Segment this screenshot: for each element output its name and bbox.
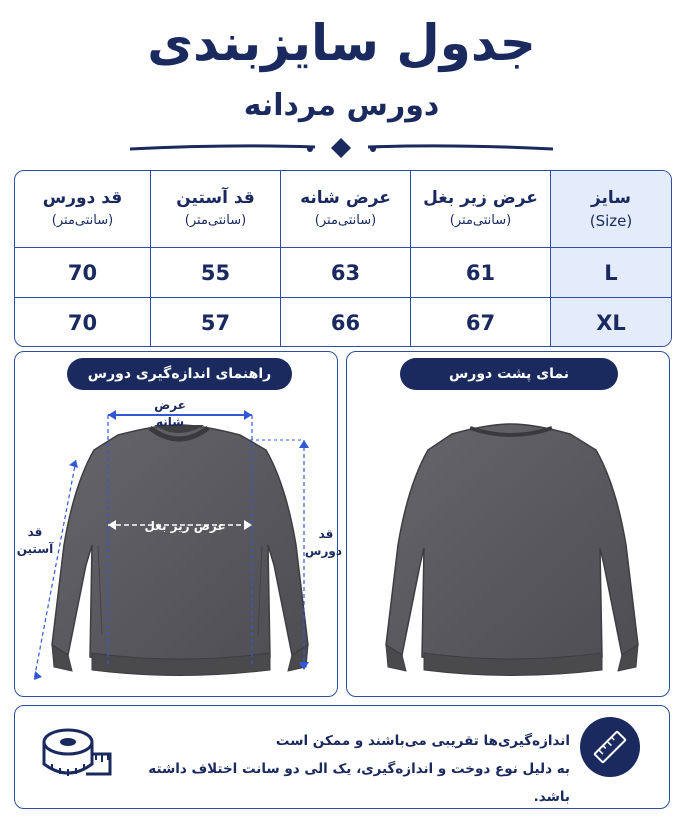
col-header-shoulder	[281, 171, 411, 247]
col-header-unit: (سانتی‌متر)	[449, 213, 512, 228]
cell-value: 61	[465, 261, 496, 285]
cell-value: 55	[200, 261, 231, 285]
sleeve-label-line2: آستین	[16, 542, 54, 556]
cell-size	[551, 298, 671, 347]
col-header-label: قد آستین	[176, 188, 255, 208]
shoulder-width-label: عرض شانه	[154, 398, 186, 429]
disclaimer-line2: به دلیل نوع دوخت و اندازه‌گیری، یک الی دو سانت اختلاف داشته باشد.	[148, 761, 570, 805]
cell-length	[15, 248, 151, 298]
cell-shoulder	[281, 298, 411, 347]
page-title: جدول سایزبندی	[147, 14, 536, 72]
cell-value: 70	[67, 261, 98, 285]
length-label-line2: دورس	[304, 544, 342, 558]
col-header-sleeve	[151, 171, 281, 247]
size-table	[14, 170, 672, 347]
length-label-line1: قد	[318, 527, 334, 541]
cell-value: 66	[330, 310, 361, 335]
cell-sleeve	[151, 248, 281, 298]
disclaimer-line1: اندازه‌گیری‌ها تقریبی می‌باشند و ممکن است	[275, 733, 570, 749]
disclaimer-text	[110, 727, 570, 811]
sleeve-label	[16, 524, 54, 558]
col-header-label: عرض شانه	[300, 188, 391, 208]
col-header-label: قد دورس	[42, 188, 123, 208]
col-header-unit: (سانتی‌متر)	[314, 213, 377, 228]
page-subtitle: دورس مردانه	[243, 88, 440, 123]
col-header-length	[15, 171, 151, 247]
table-row	[15, 247, 671, 298]
cell-length	[15, 298, 151, 347]
length-label	[304, 526, 342, 560]
sleeve-label-line1: قد	[27, 525, 43, 539]
cell-chest	[411, 298, 551, 347]
back-view-title-badge: نمای پشت دورس	[400, 358, 618, 390]
sweatshirt-back-image	[370, 400, 652, 685]
col-header-unit: (Size)	[589, 212, 633, 230]
col-header-label: سایز	[590, 188, 632, 208]
col-header-size	[551, 171, 671, 247]
cell-value: 63	[330, 261, 361, 285]
cell-value: L	[604, 261, 618, 285]
ruler-icon	[580, 717, 640, 777]
cell-size	[551, 248, 671, 298]
col-header-label: عرض زیر بغل	[423, 188, 538, 208]
divider-ornament	[130, 136, 553, 160]
col-header-chest	[411, 171, 551, 247]
cell-shoulder	[281, 248, 411, 298]
chest-width-label: عرض زیر بغل	[144, 519, 226, 533]
col-header-unit: (سانتی‌متر)	[184, 213, 247, 228]
cell-value: 67	[465, 310, 496, 335]
measurement-lines	[14, 395, 338, 695]
col-header-unit: (سانتی‌متر)	[51, 213, 114, 228]
cell-value: XL	[596, 310, 626, 335]
measuring-tape-icon	[38, 712, 118, 792]
cell-value: 57	[200, 310, 231, 335]
cell-sleeve	[151, 298, 281, 347]
table-header-row	[15, 171, 671, 247]
guide-title-badge: راهنمای اندازه‌گیری دورس	[67, 358, 292, 390]
table-row	[15, 297, 671, 347]
cell-chest	[411, 248, 551, 298]
cell-value: 70	[67, 310, 98, 335]
